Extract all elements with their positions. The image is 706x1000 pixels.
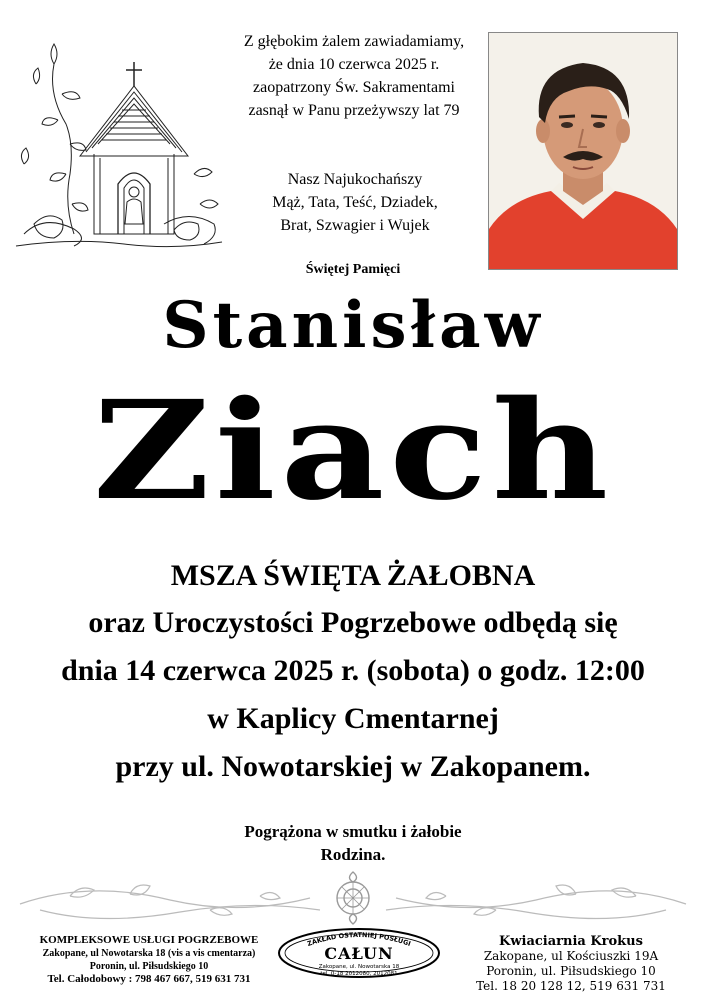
logo-address: Zakopane, ul. Nowotarska 18 [318,964,400,970]
funeral-home-info [14,934,284,986]
relations-line: Brat, Szwagier i Wujek [280,217,430,234]
relations-line: Nasz Najukochańszy [287,171,423,188]
florist-phone: Tel. 18 20 128 12, 519 631 731 [476,979,666,993]
announcement-intro [220,30,488,122]
intro-line: zaopatrzony Św. Sakramentami [252,79,455,96]
logo-phone: tel. 0-18 2012080, 2012081 [320,971,398,977]
funeral-home-phone: Tel. Całodobowy : 798 467 667, 519 631 731 [47,973,251,985]
florist-address: Poronin, ul. Piłsudskiego 10 [486,964,656,978]
chapel-illustration [14,24,224,254]
ceremony-line: przy ul. Nowotarskiej w Zakopanem. [115,750,591,783]
mourners-line: Pogrążona w smutku i żałobie [244,822,462,841]
ceremony-line: oraz Uroczystości Pogrzebowe odbędą się [88,606,618,639]
intro-line: że dnia 10 czerwca 2025 r. [268,56,440,73]
logo-top-text: ZAKŁAD OSTATNIEJ POSŁUGI [306,930,412,948]
logo-name: CAŁUN [324,944,394,963]
funeral-home-address: Poronin, ul. Piłsudskiego 10 [89,961,209,972]
intro-line: Z głębokim żalem zawiadamiamy, [243,33,465,50]
florist-info [446,934,696,994]
portrait-photo [488,32,678,270]
ceremony-line: w Kaplicy Cmentarnej [207,702,499,735]
florist-address: Zakopane, ul Kościuszki 19A [483,949,659,963]
portrait-illustration [489,33,677,269]
deceased-last-name: Ziach [92,371,614,531]
memory-label: Świętej Pamięci [305,262,401,277]
deceased-first-name: Stanisław [162,288,544,363]
mourners-signature: Rodzina. [320,845,386,864]
floral-ornament [10,870,696,932]
family-relations [240,168,470,237]
calun-logo [276,927,442,979]
florist-name: Kwiaciarnia Krokus [499,934,643,949]
ceremony-line: MSZA ŚWIĘTA ŻAŁOBNA [170,559,536,592]
relations-line: Mąż, Tata, Teść, Dziadek, [272,194,438,211]
funeral-home-address: Zakopane, ul Nowotarska 18 (vis a vis cmentarza) [42,948,256,959]
funeral-home-title: KOMPLEKSOWE USŁUGI POGRZEBOWE [39,934,259,946]
intro-line: zasnął w Panu przeżywszy lat 79 [248,102,460,119]
ceremony-line: dnia 14 czerwca 2025 r. (sobota) o godz. 12:00 [61,654,645,687]
